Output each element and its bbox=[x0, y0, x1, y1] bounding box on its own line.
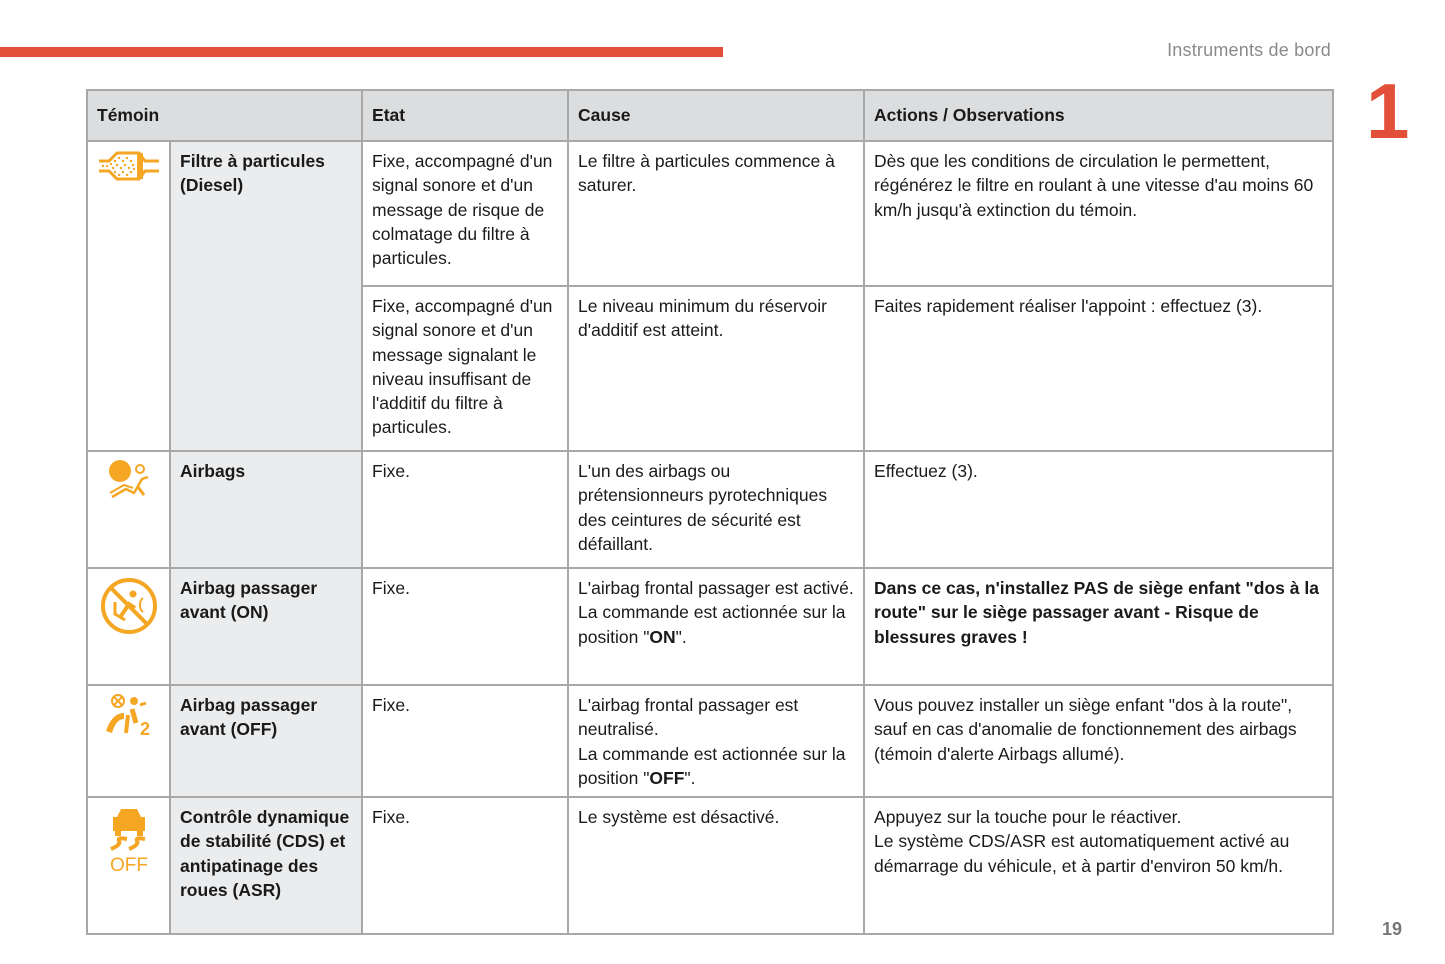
cause-cell bbox=[568, 685, 864, 797]
warning-name: Airbag passager avant (ON) bbox=[170, 568, 362, 685]
etat-cell: Fixe, accompagné d'un signal sonore et d'un message de risque de colmatage du filtre à particules. bbox=[362, 141, 568, 286]
action-cell bbox=[864, 797, 1333, 934]
icon-cell bbox=[87, 451, 170, 568]
header-accent-bar bbox=[0, 47, 723, 57]
cause-cell: Le filtre à particules commence à saturer. bbox=[568, 141, 864, 286]
column-header-etat: Etat bbox=[362, 90, 568, 141]
warning-name: Contrôle dynamique de stabilité (CDS) et antipatinage des roues (ASR) bbox=[170, 797, 362, 934]
warning-name: Airbag passager avant (OFF) bbox=[170, 685, 362, 797]
icon-cell bbox=[87, 797, 170, 934]
column-header-temoin: Témoin bbox=[87, 90, 362, 141]
action-cell: Dans ce cas, n'installez PAS de siège enfant "dos à la route" sur le siège passager avant - Risque de blessures graves ! bbox=[864, 568, 1333, 685]
cause-emphasis: ON bbox=[649, 626, 676, 647]
etat-cell: Fixe. bbox=[362, 451, 568, 568]
action-line: Appuyez sur la touche pour le réactiver. bbox=[874, 807, 1182, 828]
etat-cell: Fixe. bbox=[362, 797, 568, 934]
action-cell: Effectuez (3). bbox=[864, 451, 1333, 568]
column-header-actions: Actions / Observations bbox=[864, 90, 1333, 141]
action-line: Le système CDS/ASR est automatiquement activé au démarrage du véhicule, et à partir d'environ 50 km/h. bbox=[874, 831, 1290, 876]
table-row bbox=[87, 568, 1333, 685]
icon-cell bbox=[87, 141, 170, 451]
action-cell: Vous pouvez installer un siège enfant "dos à la route", sauf en cas d'anomalie de fonctionnement des airbags (témoin d'alerte Airbags allumé). bbox=[864, 685, 1333, 797]
action-cell: Faites rapidement réaliser l'appoint : effectuez (3). bbox=[864, 286, 1333, 451]
etat-cell: Fixe, accompagné d'un signal sonore et d'un message signalant le niveau insuffisant de l'additif du filtre à particules. bbox=[362, 286, 568, 451]
stability-control-off-icon bbox=[107, 805, 151, 875]
cause-line: ". bbox=[684, 767, 696, 788]
warning-lights-table bbox=[86, 89, 1334, 935]
chapter-number: 1 bbox=[1366, 67, 1410, 155]
cause-line: L'airbag frontal passager est activé. bbox=[578, 578, 854, 598]
airbag-icon bbox=[106, 459, 152, 503]
cause-cell: L'un des airbags ou prétensionneurs pyrotechniques des ceintures de sécurité est défaillant. bbox=[568, 451, 864, 568]
passenger-airbag-off-icon bbox=[104, 693, 154, 737]
table-row bbox=[87, 685, 1333, 797]
cause-cell: Le niveau minimum du réservoir d'additif est atteint. bbox=[568, 286, 864, 451]
cause-line: L'airbag frontal passager est neutralisé. bbox=[578, 695, 799, 740]
warning-name: Airbags bbox=[170, 451, 362, 568]
passenger-airbag-on-icon bbox=[99, 576, 159, 636]
cause-emphasis: OFF bbox=[649, 767, 685, 788]
section-title: Instruments de bord bbox=[1167, 40, 1331, 60]
table-header-row bbox=[87, 90, 1333, 141]
column-header-cause: Cause bbox=[568, 90, 864, 141]
etat-cell: Fixe. bbox=[362, 685, 568, 797]
table-row bbox=[87, 141, 1333, 286]
table-row bbox=[87, 797, 1333, 934]
cause-line: La commande est actionnée sur la position " bbox=[578, 602, 846, 647]
cause-line: La commande est actionnée sur la position " bbox=[578, 743, 846, 788]
action-cell: Dès que les conditions de circulation le permettent, régénérez le filtre en roulant à une vitesse d'au moins 60 km/h jusqu'à extinction du témoin. bbox=[864, 141, 1333, 286]
cause-cell: Le système est désactivé. bbox=[568, 797, 864, 934]
page-number: 19 bbox=[1382, 919, 1403, 939]
icon-cell bbox=[87, 568, 170, 685]
cause-cell bbox=[568, 568, 864, 685]
svg-text:2: 2 bbox=[139, 719, 150, 737]
etat-cell: Fixe. bbox=[362, 568, 568, 685]
cause-line: ". bbox=[675, 626, 687, 647]
svg-text:OFF: OFF bbox=[109, 855, 148, 876]
particle-filter-icon bbox=[97, 149, 161, 183]
icon-cell bbox=[87, 685, 170, 797]
table-row bbox=[87, 451, 1333, 568]
warning-name: Filtre à particules (Diesel) bbox=[170, 141, 362, 451]
